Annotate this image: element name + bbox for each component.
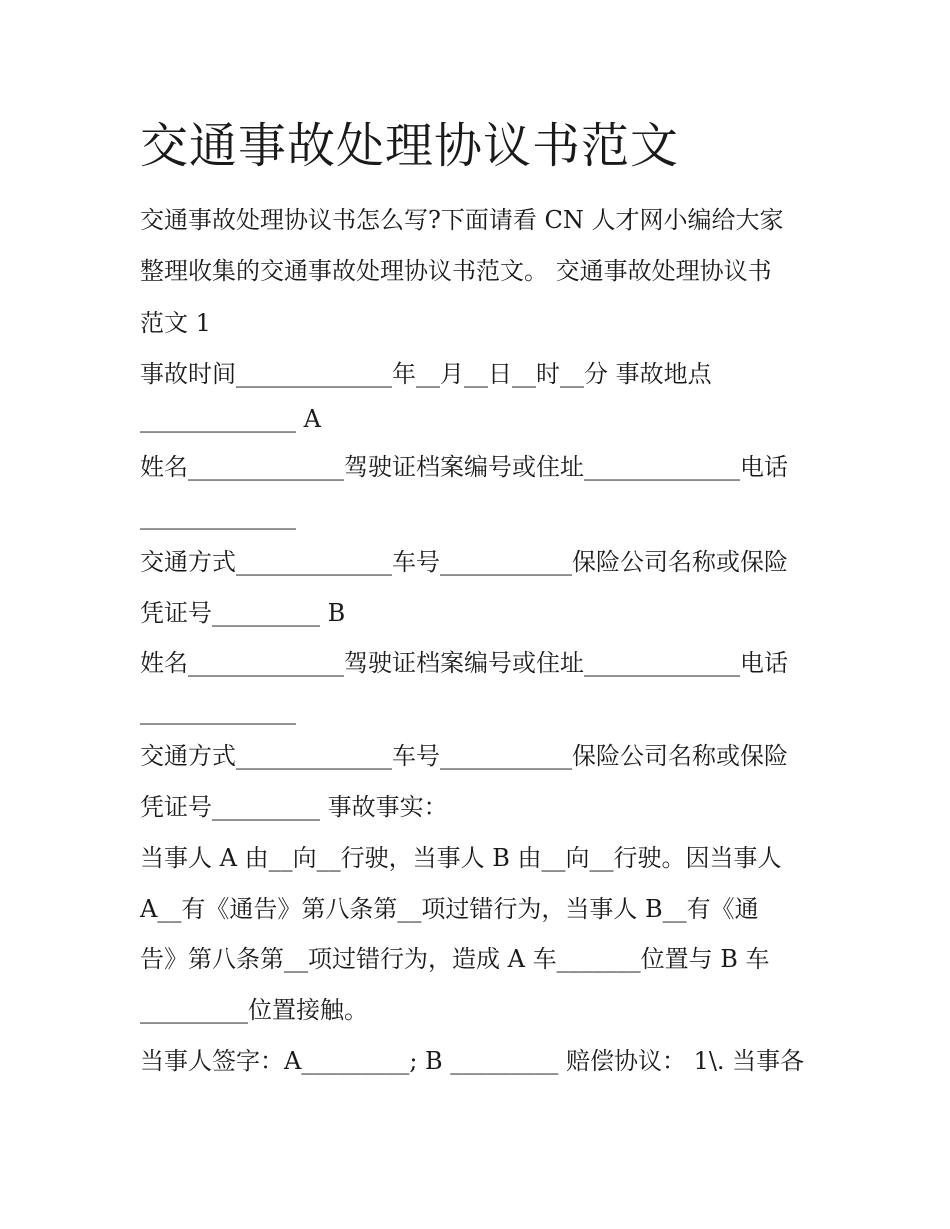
paragraph-line: _____________ xyxy=(140,697,296,725)
paragraph-line: 整理收集的交通事故处理协议书范文。 交通事故处理协议书 xyxy=(140,257,772,285)
paragraph-line: 姓名_____________驾驶证档案编号或住址_____________电话 xyxy=(140,649,788,677)
paragraph-line: 交通事故处理协议书怎么写?下面请看 CN 人才网小编给大家 xyxy=(140,206,784,234)
paragraph-line: 告》第八条第__项过错行为，造成 A 车_______位置与 B 车 xyxy=(140,945,770,973)
paragraph-line: 凭证号_________ B xyxy=(140,599,346,627)
paragraph-line: 事故时间_____________年__月__日__时__分 事故地点 xyxy=(140,360,712,388)
paragraph-line: 交通方式_____________车号___________保险公司名称或保险 xyxy=(140,548,788,576)
paragraph-line: 当事人 A 由__向__行驶，当事人 B 由__向__行驶。因当事人 xyxy=(140,844,782,872)
paragraph-line: 范文 1 xyxy=(140,309,211,337)
paragraph-line: _________位置接触。 xyxy=(140,996,368,1024)
paragraph-line: A__有《通告》第八条第__项过错行为，当事人 B__有《通 xyxy=(140,895,759,923)
paragraph-line: 交通方式_____________车号___________保险公司名称或保险 xyxy=(140,742,788,770)
paragraph-line: 姓名_____________驾驶证档案编号或住址_____________电话 xyxy=(140,453,788,481)
paragraph-line: 当事人签字：A_________; B _________ 赔偿协议： 1\. 当事各 xyxy=(140,1047,805,1075)
paragraph-line: _____________ xyxy=(140,502,296,530)
document-title: 交通事故处理协议书范文 xyxy=(140,118,680,174)
paragraph-line: _____________ A xyxy=(140,405,321,433)
paragraph-line: 凭证号_________ 事故事实： xyxy=(140,793,448,821)
